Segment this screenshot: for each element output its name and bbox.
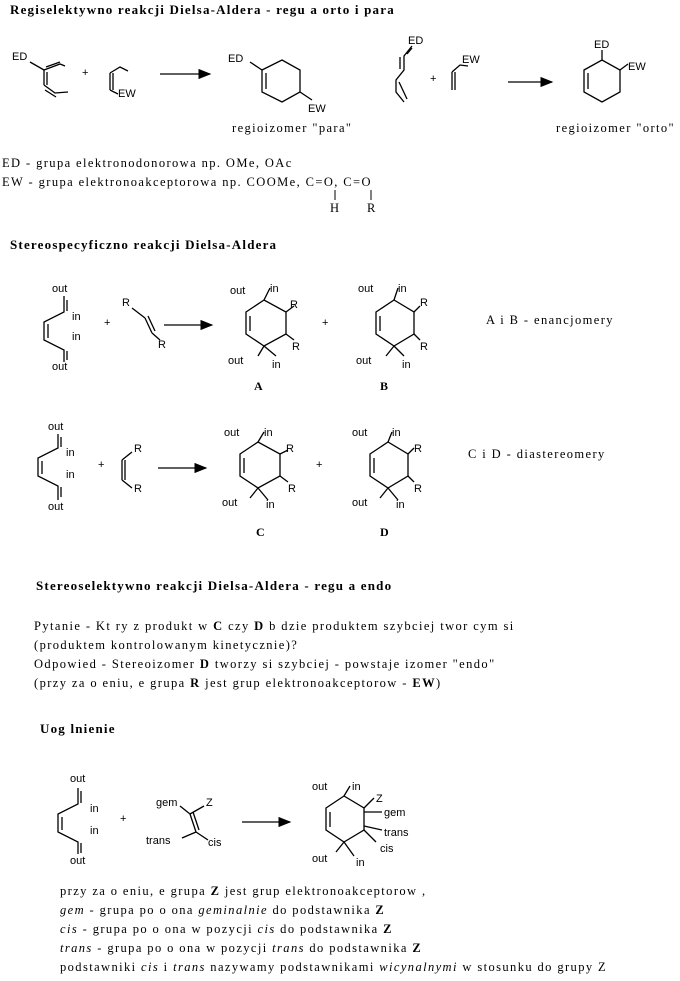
summary-line-3: cis - grupa po o ona w pozycji cis do podstawnika Z — [60, 922, 393, 936]
summary-line-1: przy za o eniu, e grupa Z jest grup elektronoakceptorow , — [60, 884, 427, 898]
product-orto-ring — [584, 50, 628, 102]
question-line-1: Pytanie - Kt ry z produkt w C czy D b dzie produktem szybciej twor cym si — [34, 619, 515, 633]
label-in: in — [72, 311, 81, 323]
label-r: R — [414, 443, 422, 455]
compound-label-d: D — [380, 525, 389, 539]
diene-ed-2 — [396, 46, 412, 102]
plus-6: + — [316, 459, 323, 471]
label-cis: cis — [208, 837, 222, 849]
def-r-label: R — [367, 201, 377, 215]
label-in: in — [356, 857, 365, 869]
product-a — [246, 288, 294, 356]
label-in: in — [352, 781, 361, 793]
label-r: R — [414, 483, 422, 495]
label-r: R — [420, 341, 428, 353]
label-ed-para: ED — [228, 53, 244, 65]
diene-ed — [30, 62, 68, 97]
definition-ed: ED - grupa elektronodonorowa np. OMe, OAc — [2, 156, 293, 170]
label-out: out — [312, 853, 328, 865]
product-d — [370, 432, 414, 500]
dienophile-summary — [180, 806, 208, 840]
label-out: out — [70, 773, 86, 785]
label-r: R — [134, 483, 142, 495]
summary-line-2: gem - grupa po o ona geminalnie do podstawnika Z — [60, 903, 386, 917]
question-line-2: (produktem kontrolowanym kinetycznie)? — [34, 638, 299, 652]
label-r: R — [158, 339, 166, 351]
plus-4: + — [322, 317, 329, 329]
section-title-stereoselectivity: Stereoselektywno reakcji Dielsa-Aldera - regu a endo — [36, 578, 393, 593]
summary-line-4: trans - grupa po o ona w pozycji trans do podstawnika Z — [60, 941, 423, 955]
label-out: out — [224, 427, 240, 439]
label-in: in — [90, 803, 99, 815]
label-r: R — [134, 443, 142, 455]
plus-7: + — [120, 813, 127, 825]
note-cd: C i D - diastereomery — [468, 447, 606, 461]
caption-para: regioizomer "para" — [232, 121, 353, 135]
label-out: out — [356, 355, 372, 367]
label-in: in — [398, 283, 407, 295]
summary-line-5: podstawniki cis i trans nazywamy podstawnikami wicynalnymi w stosunku do grupy Z — [60, 960, 608, 974]
plus-3: + — [104, 317, 111, 329]
answer-line-2: (przy za o eniu, e grupa R jest grup elektronoakceptorow - EW) — [34, 676, 442, 690]
definition-ew: EW - grupa elektronoakceptorowa np. COOMe, C=O, C=O — [2, 175, 372, 189]
label-ew-para: EW — [308, 103, 326, 115]
label-ew-1: EW — [118, 88, 136, 100]
label-out: out — [230, 285, 246, 297]
label-in: in — [90, 825, 99, 837]
product-c — [240, 432, 288, 500]
diene-cd — [38, 434, 61, 500]
label-z: Z — [206, 797, 213, 809]
label-out: out — [228, 355, 244, 367]
label-in: in — [264, 427, 273, 439]
diene-ab — [44, 296, 67, 362]
plus-2: + — [430, 73, 437, 85]
label-in: in — [266, 499, 275, 511]
dienophile-cis — [122, 452, 132, 488]
compound-label-a: A — [254, 379, 263, 393]
product-para-ring — [250, 60, 312, 102]
label-ed-1: ED — [12, 51, 28, 63]
note-ab: A i B - enancjomery — [486, 313, 614, 327]
product-summary — [326, 786, 382, 856]
label-in: in — [66, 469, 75, 481]
answer-line-1: Odpowied - Stereoizomer D tworzy si szybciej - powstaje izomer "endo" — [34, 657, 496, 671]
product-b — [376, 288, 420, 356]
plus-5: + — [98, 459, 105, 471]
label-in: in — [72, 331, 81, 343]
reaction-cd — [38, 432, 414, 500]
section-title-regioselectivity: Regiselektywno reakcji Dielsa-Aldera - regu a orto i para — [10, 2, 395, 17]
label-out: out — [358, 283, 374, 295]
label-r: R — [420, 297, 428, 309]
label-out: out — [70, 855, 86, 867]
label-out: out — [312, 781, 328, 793]
compound-label-b: B — [380, 379, 389, 393]
label-r: R — [292, 341, 300, 353]
label-in: in — [272, 359, 281, 371]
def-h-label: H — [330, 201, 341, 215]
label-trans: trans — [384, 827, 409, 839]
label-out: out — [52, 361, 68, 373]
diene-summary — [58, 788, 81, 854]
section-title-summary: Uog lnienie — [40, 721, 116, 736]
label-in: in — [392, 427, 401, 439]
label-out: out — [352, 497, 368, 509]
label-gem: gem — [384, 807, 406, 819]
reaction-ab — [44, 288, 420, 362]
caption-orto: regioizomer "orto" — [556, 121, 676, 135]
label-ed-2: ED — [408, 35, 424, 47]
label-in: in — [396, 499, 405, 511]
dienophile-trans — [132, 308, 160, 340]
label-out: out — [352, 427, 368, 439]
label-ed-orto: ED — [594, 39, 610, 51]
compound-label-c: C — [256, 525, 265, 539]
label-gem: gem — [156, 797, 178, 809]
label-in: in — [270, 283, 279, 295]
label-r: R — [290, 299, 298, 311]
plus-1: + — [82, 67, 89, 79]
section-title-stereospecificity: Stereospecyficzno reakcji Dielsa-Aldera — [10, 237, 278, 252]
label-r: R — [286, 443, 294, 455]
label-in: in — [402, 359, 411, 371]
label-ew-orto: EW — [628, 61, 646, 73]
label-out: out — [48, 421, 64, 433]
label-in: in — [66, 447, 75, 459]
label-trans: trans — [146, 835, 171, 847]
label-cis: cis — [380, 843, 394, 855]
label-r: R — [122, 297, 130, 309]
label-out: out — [48, 501, 64, 513]
label-out: out — [52, 283, 68, 295]
label-out: out — [222, 497, 238, 509]
dienophile-ew-2 — [452, 65, 468, 90]
label-ew-2: EW — [462, 54, 480, 66]
label-r: R — [288, 483, 296, 495]
label-z: Z — [376, 793, 383, 805]
